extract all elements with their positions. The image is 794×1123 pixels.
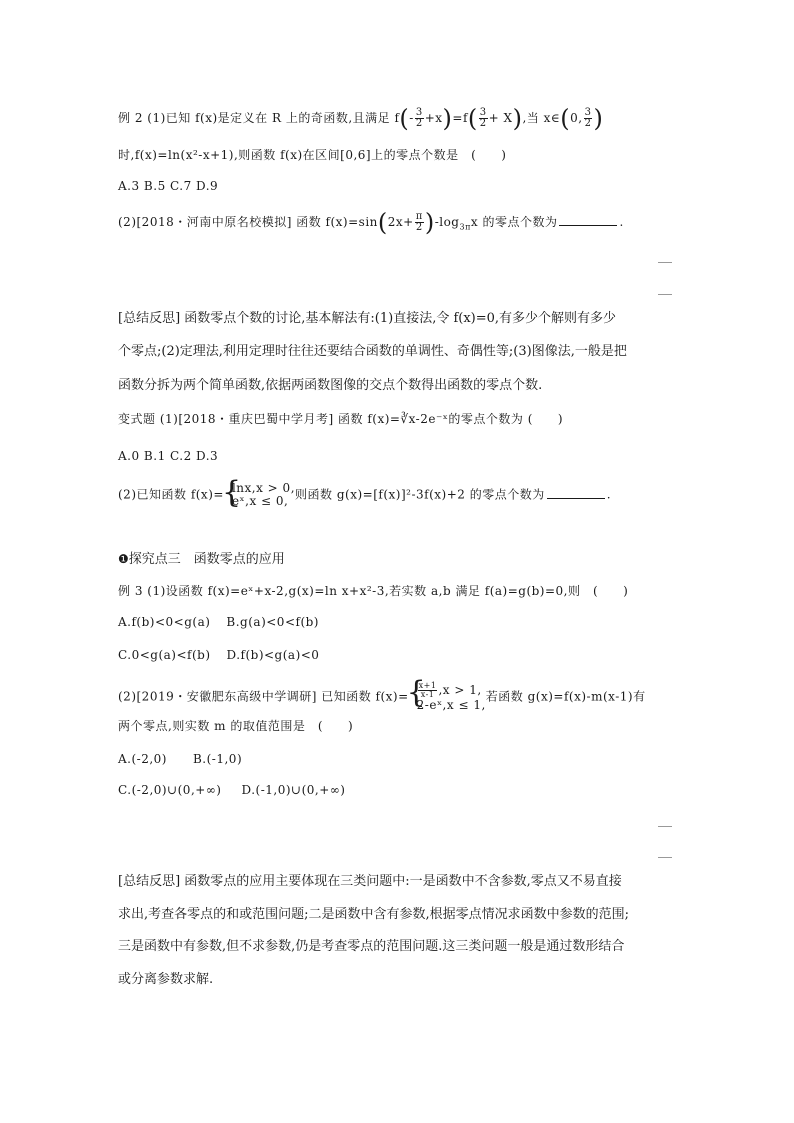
ex3-q2-options-row2: [118, 781, 794, 799]
option-c: C.(-2,0)∪(0,+∞): [118, 783, 222, 797]
ex3-q1: 例 3 (1)设函数 f(x)=eˣ+x-2,g(x)=ln x+x²-3,若实数 a,b 满足 f(a)=g(b)=0,则 ( ): [118, 584, 629, 598]
fraction: $\frac{3}{2}$: [584, 107, 592, 129]
option-c: C.0<g(a)<f(b): [118, 648, 211, 662]
option-d: D.f(b)<g(a)<0: [226, 648, 320, 662]
ex3-q2-options-row1: [118, 750, 794, 768]
summary1-line3: 函数分拆为两个简单函数,依据两函数图像的交点个数得出函数的零点个数.: [118, 378, 543, 393]
fraction: $\frac{\pi}{2}$: [415, 211, 423, 233]
ex2-q1-line1: 例 2 (1)已知 f(x)是定义在 R 上的奇函数,且满足 f(- $\frac{3}{2}$ +x)=f( $\frac{3}{2}$ + X),当 x∈(0, $\frac{3}{2}$ ): [118, 104, 604, 133]
margin-dash: [658, 262, 672, 263]
ex3-q1-options-row1: [118, 613, 794, 631]
ex2-q1-text: 例 2 (1)已知 f(x)是定义在 R 上的奇函数,且满足 f: [118, 111, 400, 125]
summary1-line2: 个零点;(2)定理法,利用定理时往往还要结合函数的单调性、奇偶性等;(3)图像法,一般是把: [118, 344, 627, 359]
ex2-q1-options: A.3 B.5 C.7 D.9: [118, 179, 219, 193]
ex3-q2-line2: 两个零点,则实数 m 的取值范围是 ( ): [118, 719, 354, 733]
summary2-line2: 求出,考查各零点的和或范围问题;二是函数中含有参数,根据零点情况求函数中参数的范围;: [118, 907, 630, 922]
ex2-q2: (2)[2018・河南中原名校模拟] 函数 f(x)=sin(2x+ $\frac{\pi}{2}$ )$-\log_{3\pi}x$ 的零点个数为 .: [118, 208, 624, 237]
ex3-q2-line1: (2)[2019・安徽肥东高级中学调研] 已知函数 f(x)= { $\frac{x+1}{x-1}$ ,x > 1, 2-eˣ,x ≤ 1, 若函数 g(x)=f(x)-m(x-1)有: [118, 682, 794, 712]
option-a: A.f(b)<0<g(a): [118, 615, 211, 629]
section-title: 探究点三 函数零点的应用: [128, 552, 285, 567]
option-b: B.g(a)<0<f(b): [226, 615, 319, 629]
margin-dash: [658, 294, 672, 295]
summary2-line1: [总结反思] 函数零点的应用主要体现在三类问题中:一是函数中不含参数,零点又不易直接: [118, 874, 622, 889]
margin-dash: [658, 826, 672, 827]
summary2-line3: 三是函数中有参数,但不求参数,仍是考查零点的范围问题.这三类问题一般是通过数形结合: [118, 939, 625, 954]
answer-blank[interactable]: [547, 486, 605, 499]
piecewise-brace: { $\frac{x+1}{x-1}$ ,x > 1, 2-eˣ,x ≤ 1,: [409, 682, 486, 712]
variant-q2: (2)已知函数 f(x)= { lnx,x > 0, eˣ,x ≤ 0, 则函数 g(x)=[f(x)]²-3f(x)+2 的零点个数为 .: [118, 482, 794, 508]
section3-heading: [118, 550, 794, 569]
summary1-line1: [总结反思] 函数零点个数的讨论,基本解法有:(1)直接法,令 f(x)=0,有多少个解则有多少: [118, 311, 617, 326]
margin-dash: [658, 857, 672, 858]
ex3-q1-options-row2: [118, 646, 794, 664]
section-bullet-icon: ❶: [118, 552, 129, 566]
option-b: B.(-1,0): [192, 752, 243, 766]
answer-blank[interactable]: [559, 213, 617, 226]
option-a: A.(-2,0): [118, 752, 167, 766]
fraction: $\frac{3}{2}$: [415, 107, 423, 129]
summary2-line4: 或分离参数求解.: [118, 972, 214, 987]
ex2-q1-line2: 时,f(x)=ln(x²-x+1),则函数 f(x)在区间[0,6]上的零点个数是 ( ): [118, 148, 507, 162]
variant-q1-options: A.0 B.1 C.2 D.3: [118, 449, 219, 463]
fraction: $\frac{3}{2}$: [479, 107, 487, 129]
option-d: D.(-1,0)∪(0,+∞): [241, 783, 346, 797]
variant-q1: 变式题 (1)[2018・重庆巴蜀中学月考] 函数 f(x)=∛x-2e⁻ˣ的零点个数为 ( ): [118, 412, 564, 426]
piecewise-brace: { lnx,x > 0, eˣ,x ≤ 0,: [224, 482, 295, 508]
